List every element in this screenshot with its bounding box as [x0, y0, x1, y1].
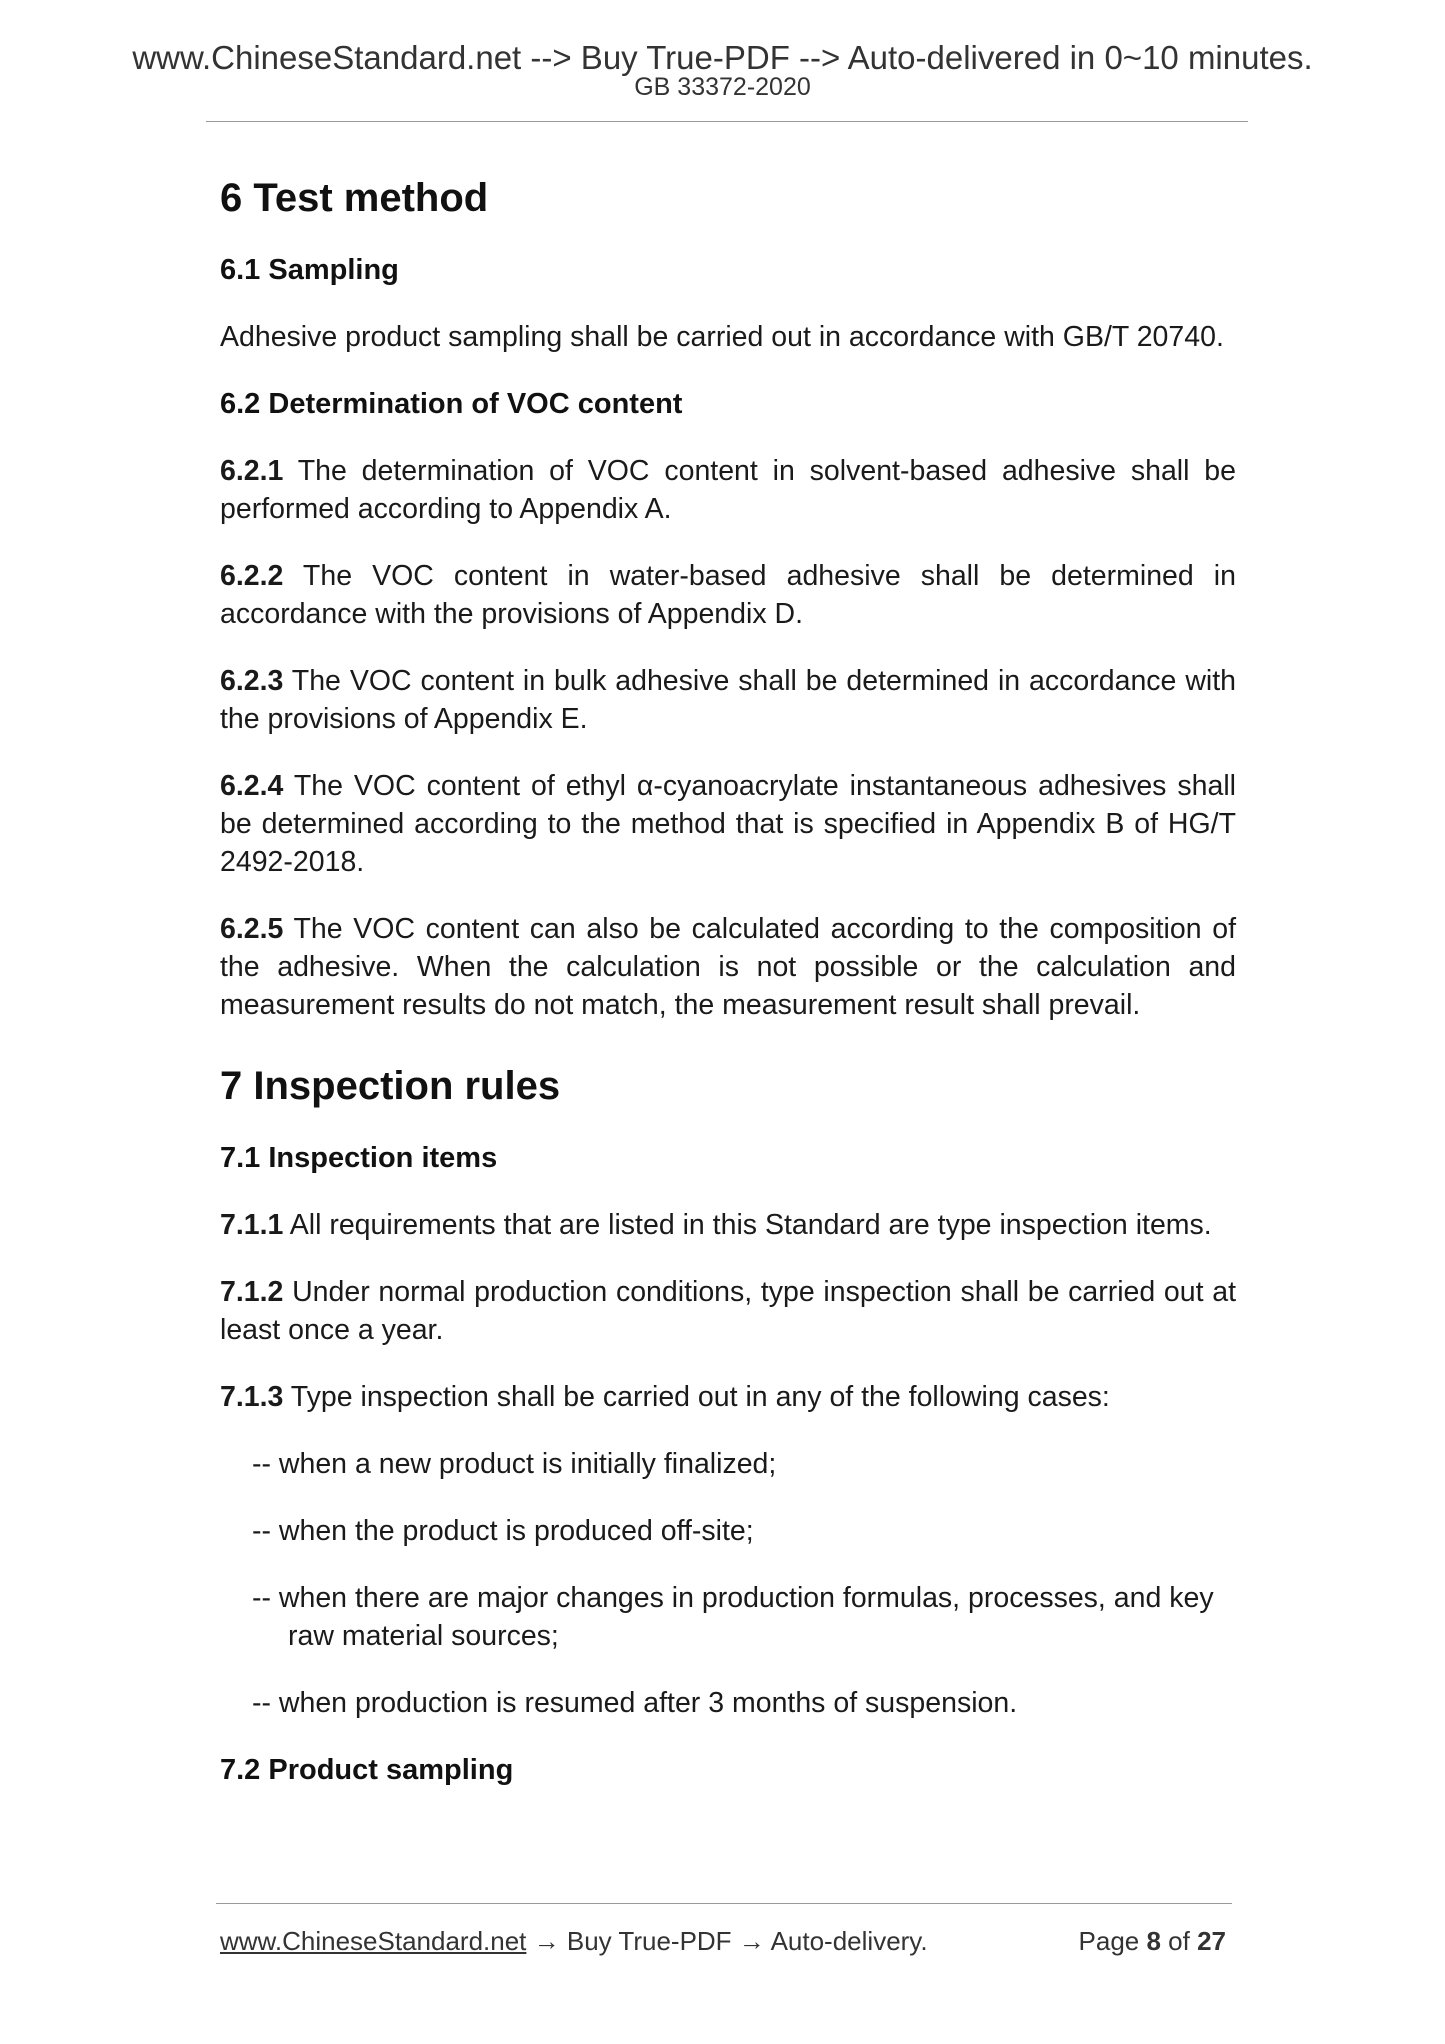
clause-text: Type inspection shall be carried out in any of the following cases:: [283, 1381, 1110, 1413]
clause-text: The VOC content in water-based adhesive shall be determined in accordance with the provisions of Appendix D.: [220, 560, 1236, 630]
paragraph-6-2-1: [220, 452, 1236, 528]
paragraph-6-2-3: [220, 662, 1236, 738]
clause-number: 6.2.2: [220, 560, 284, 592]
paragraph-6-2-2: [220, 557, 1236, 633]
clause-number: 7.1.2: [220, 1276, 284, 1308]
paragraph-6-2-4: [220, 767, 1236, 881]
list-item: -- when there are major changes in production formulas, processes, and key raw material sources;: [252, 1582, 1214, 1652]
clause-text: All requirements that are listed in this Standard are type inspection items.: [283, 1209, 1212, 1241]
clause-text: The VOC content in bulk adhesive shall be determined in accordance with the provisions of Appendix E.: [220, 665, 1236, 735]
section-6-1-heading: 6.1 Sampling: [220, 254, 399, 286]
of-label: of: [1160, 1926, 1198, 1956]
section-7-heading: 7 Inspection rules: [220, 1064, 561, 1108]
clause-text: The VOC content can also be calculated according to the composition of the adhesive. When the calculation is not possible or the calculation and measurement results do not match, the measurement result shall prevail.: [220, 913, 1236, 1021]
page-total: 27: [1197, 1926, 1226, 1956]
section-6-heading: 6 Test method: [220, 176, 489, 220]
clause-text: Under normal production conditions, type inspection shall be carried out at least once a year.: [220, 1276, 1236, 1346]
paragraph-7-1-2: [220, 1273, 1236, 1349]
page-content: [220, 160, 1236, 1789]
header-banner: www.ChineseStandard.net --> Buy True-PDF --> Auto-delivered in 0~10 minutes.: [132, 39, 1313, 76]
footer-left: [220, 1926, 928, 1956]
clause-number: 6.2.4: [220, 770, 284, 802]
section-6-1-text: Adhesive product sampling shall be carried out in accordance with GB/T 20740.: [220, 321, 1224, 353]
clause-number: 6.2.5: [220, 913, 284, 945]
document-code: GB 33372-2020: [634, 73, 811, 101]
clause-number: 7.1.1: [220, 1209, 284, 1241]
page-label: Page: [1078, 1926, 1147, 1956]
section-7-2-heading: 7.2 Product sampling: [220, 1754, 514, 1786]
paragraph-7-1-1: [220, 1206, 1236, 1244]
clause-number: 6.2.1: [220, 455, 284, 487]
paragraph-6-2-5: [220, 910, 1236, 1024]
paragraph-7-1-3: [220, 1378, 1236, 1416]
page-footer: [220, 1924, 1236, 1958]
clause-number: 7.1.3: [220, 1381, 284, 1413]
section-6-2-heading: 6.2 Determination of VOC content: [220, 388, 683, 420]
clause-text: The determination of VOC content in solvent-based adhesive shall be performed according to Appendix A.: [220, 455, 1236, 525]
section-7-1-heading: 7.1 Inspection items: [220, 1142, 498, 1174]
list-item: -- when the product is produced off-site;: [252, 1515, 754, 1547]
footer-tagline: → Buy True-PDF → Auto-delivery.: [526, 1926, 928, 1956]
clause-text: The VOC content of ethyl α-cyanoacrylate instantaneous adhesives shall be determined according to the method that is specified in Appendix B of HG/T 2492-2018.: [220, 770, 1236, 878]
page-number: 8: [1146, 1926, 1161, 1956]
page-indicator: [1079, 1924, 1226, 1958]
header-divider: [206, 121, 1248, 122]
footer-divider: [216, 1903, 1232, 1904]
footer-site-link[interactable]: www.ChineseStandard.net: [220, 1926, 527, 1956]
list-item: -- when a new product is initially finalized;: [252, 1448, 777, 1480]
list-item: -- when production is resumed after 3 months of suspension.: [252, 1687, 1018, 1719]
clause-number: 6.2.3: [220, 665, 284, 697]
